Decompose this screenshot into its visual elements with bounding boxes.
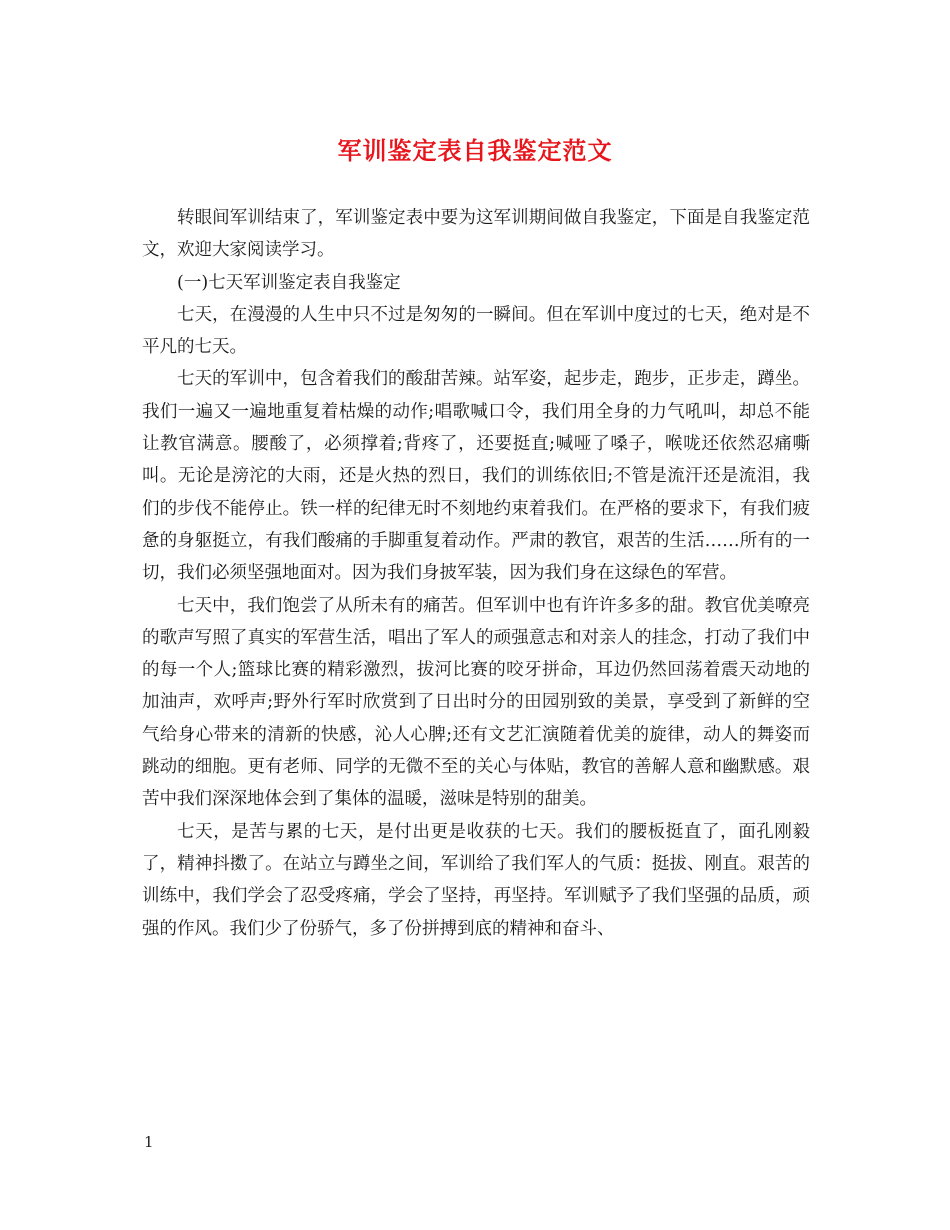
body-paragraph: 七天，在漫漫的人生中只不过是匆匆的一瞬间。但在军训中度过的七天，绝对是不平凡的七天。 [142, 304, 810, 358]
intro-paragraph: 转眼间军训结束了，军训鉴定表中要为这军训期间做自我鉴定，下面是自我鉴定范文，欢迎大家阅读学习。 [142, 208, 810, 261]
section-heading: (一)七天军训鉴定表自我鉴定 [177, 272, 401, 293]
body-paragraph: 七天的军训中，包含着我们的酸甜苦辣。站军姿，起步走，跑步，正步走，蹲坐。我们一遍又一遍地重复着枯燥的动作;唱歌喊口令，我们用全身的力气吼叫，却总不能让教官满意。腰酸了，必须撑着;背疼了，还要挺直;喊哑了嗓子，喉咙还依然忍痛嘶叫。无论是滂沱的大雨，还是火热的烈日，我们的训练依旧;不管是流汗还是流泪，我们的步伐不能停止。铁一样的纪律无时不刻地约束着我们。在严格的要求下，有我们疲惫的身躯挺立，有我们酸痛的手脚重复着动作。严肃的教官，艰苦的生活……所有的一切，我们必须坚强地面对。因为我们身披军装，因为我们身在这绿色的军营。 [142, 369, 810, 584]
document-body [142, 202, 810, 945]
document-title: 军训鉴定表自我鉴定范文 [337, 136, 613, 165]
page-number: 1 [144, 1133, 154, 1151]
body-paragraph: 七天中，我们饱尝了从所未有的痛苦。但军训中也有许许多多的甜。教官优美嘹亮的歌声写照了真实的军营生活，唱出了军人的顽强意志和对亲人的挂念，打动了我们中的每一个人;篮球比赛的精彩激烈，拔河比赛的咬牙拼命，耳边仍然回荡着震天动地的加油声，欢呼声;野外行军时欣赏到了日出时分的田园别致的美景，享受到了新鲜的空气给身心带来的清新的快感，沁人心脾;还有文艺汇演随着优美的旋律，动人的舞姿而跳动的细胞。更有老师、同学的无微不至的关心与体贴，教官的善解人意和幽默感。艰苦中我们深深地体会到了集体的温暖，滋味是特别的甜美。 [142, 595, 810, 810]
body-paragraph: 七天，是苦与累的七天，是付出更是收获的七天。我们的腰板挺直了，面孔刚毅了，精神抖擞了。在站立与蹲坐之间，军训给了我们军人的气质：挺拔、刚直。艰苦的训练中，我们学会了忍受疼痛，学会了坚持，再坚持。军训赋予了我们坚强的品质，顽强的作风。我们少了份骄气，多了份拼搏到底的精神和奋斗、 [142, 821, 810, 939]
